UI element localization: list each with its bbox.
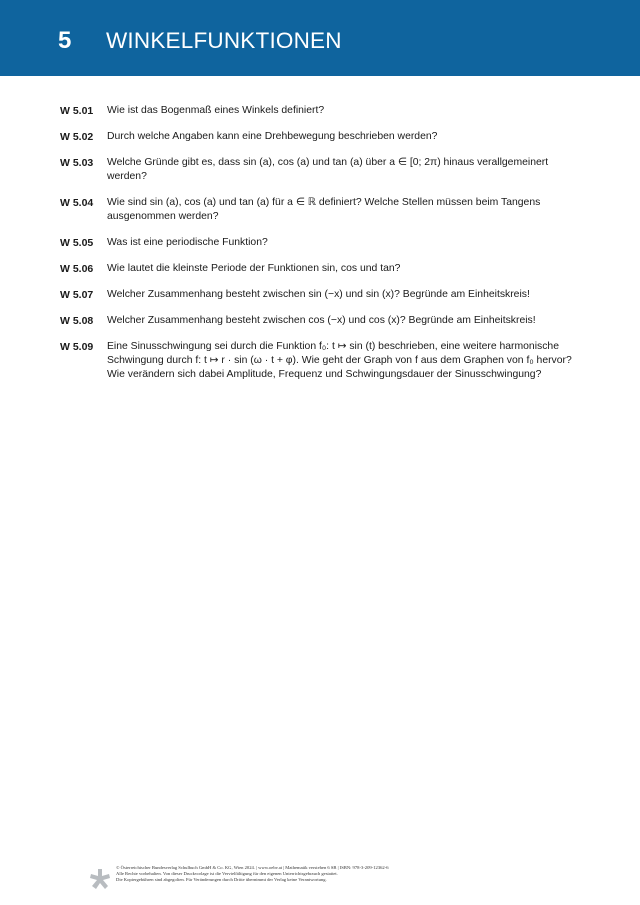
question-text: Welcher Zusammenhang besteht zwischen sin (−x) und sin (x)? Begründe am Einheitskreis! bbox=[107, 289, 530, 300]
question-number: W 5.02 bbox=[60, 131, 94, 143]
copyright-line: © Österreichischer Bundesverlag Schulbuch GmbH & Co. KG, Wien 2024. | www.oebv.at | Mathematik verstehen 6 SB | ISBN: 978-3-209-12362-6 bbox=[116, 865, 389, 870]
question-text: Eine Sinusschwingung sei durch die Funktion f₀: t ↦ sin (t) beschrieben, eine weitere harmonische Schwingung durch f: t ↦ r · sin (ω · t + φ). Wie geht der Graph von f aus dem Graphen von f₀ hervor? Wie verändern sich dabei Amplitude, Frequenz und Schwingungsdauer der Sinusschwingung? bbox=[107, 341, 572, 380]
question-text: Was ist eine periodische Funktion? bbox=[107, 237, 268, 248]
question-number: W 5.01 bbox=[60, 105, 94, 117]
question-text: Welche Gründe gibt es, dass sin (a), cos (a) und tan (a) über a ∈ [0; 2π) hinaus verallgemeinert werden? bbox=[107, 157, 549, 182]
chapter-title: WINKELFUNKTIONEN bbox=[106, 28, 342, 53]
question-item bbox=[60, 156, 590, 184]
question-item bbox=[60, 340, 590, 382]
question-number: W 5.04 bbox=[60, 197, 94, 209]
chapter-header bbox=[0, 0, 640, 76]
copyright-line: Alle Rechte vorbehalten. Von dieser Druckvorlage ist die Vervielfältigung für den eigenen Unterrichtsgebrauch gestattet. bbox=[116, 871, 338, 876]
copyright-line: Die Kopiergebühren sind abgegolten. Für Veränderungen durch Dritte übernimmt der Verlag keine Verantwortung. bbox=[116, 877, 327, 882]
question-number: W 5.09 bbox=[60, 341, 94, 353]
question-number: W 5.05 bbox=[60, 237, 94, 249]
question-item bbox=[60, 262, 590, 276]
question-number: W 5.07 bbox=[60, 289, 94, 301]
question-text: Durch welche Angaben kann eine Drehbewegung beschrieben werden? bbox=[107, 131, 438, 142]
question-text: Wie lautet die kleinste Periode der Funktionen sin, cos und tan? bbox=[107, 263, 401, 274]
question-item bbox=[60, 130, 590, 144]
question-item bbox=[60, 236, 590, 250]
question-item bbox=[60, 104, 590, 118]
question-text: Wie ist das Bogenmaß eines Winkels definiert? bbox=[107, 105, 325, 116]
question-item bbox=[60, 196, 590, 224]
publisher-logo-icon bbox=[88, 868, 112, 892]
copyright-notice bbox=[116, 865, 556, 883]
question-item bbox=[60, 314, 590, 328]
question-number: W 5.08 bbox=[60, 315, 94, 327]
chapter-number: 5 bbox=[58, 27, 72, 54]
question-item bbox=[60, 288, 590, 302]
question-list bbox=[60, 104, 590, 394]
question-number: W 5.03 bbox=[60, 157, 94, 169]
question-number: W 5.06 bbox=[60, 263, 94, 275]
question-text: Wie sind sin (a), cos (a) und tan (a) für a ∈ ℝ definiert? Welche Stellen müssen beim Tangens ausgenommen werden? bbox=[107, 197, 541, 222]
question-text: Welcher Zusammenhang besteht zwischen cos (−x) und cos (x)? Begründe am Einheitskreis! bbox=[107, 315, 536, 326]
